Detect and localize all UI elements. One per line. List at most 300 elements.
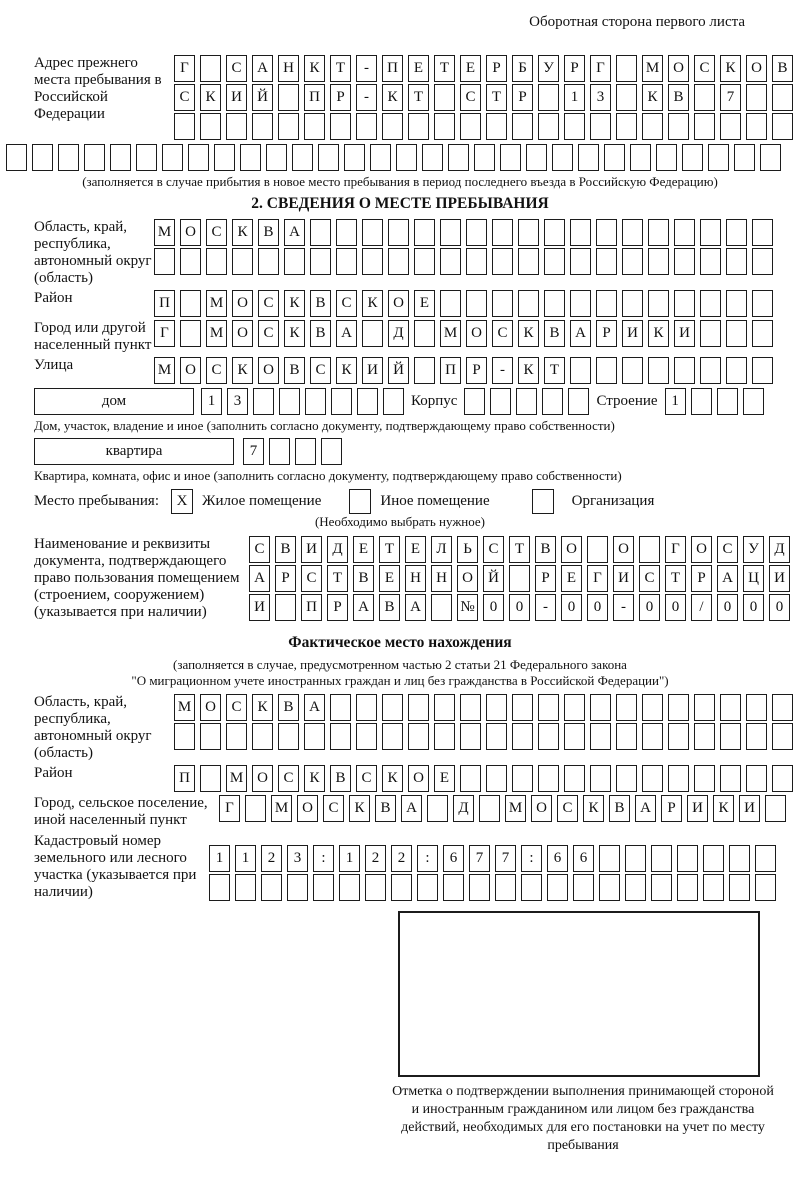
char-cell: И [362, 357, 383, 384]
char-cell [752, 219, 773, 246]
field-ownership-doc [34, 536, 800, 623]
char-cell [512, 765, 533, 792]
option-other-premises-label: Иное помещение [380, 493, 490, 509]
char-cell: С [258, 320, 279, 347]
char-cell [486, 694, 507, 721]
char-cell [772, 694, 793, 721]
char-cell [330, 723, 351, 750]
field-street [34, 357, 800, 384]
apartment-type-box: квартира [34, 438, 234, 465]
char-grid-row [174, 55, 793, 82]
char-cell [440, 248, 461, 275]
char-cell: О [232, 320, 253, 347]
char-grid-row [249, 594, 790, 621]
char-cell [422, 144, 443, 171]
char-cell: П [382, 55, 403, 82]
char-cell [538, 113, 559, 140]
char-cell [616, 765, 637, 792]
char-cell [726, 320, 747, 347]
char-cell: К [252, 694, 273, 721]
char-cell: / [691, 594, 712, 621]
registration-mark-box [398, 911, 760, 1077]
char-cell: Г [174, 55, 195, 82]
prev-address-note: (заполняется в случае прибытия в новое место пребывания в период последнего въезда в Российскую Федерацию) [82, 174, 718, 189]
field-district-actual [34, 765, 800, 792]
char-cell: Г [219, 795, 240, 822]
char-cell: 0 [717, 594, 738, 621]
char-grid-row [154, 357, 773, 384]
char-cell: О [252, 765, 273, 792]
char-cell: 0 [743, 594, 764, 621]
region-actual-label: Область, край, республика, автономный округ (область) [34, 694, 152, 761]
char-cell [200, 765, 221, 792]
char-cell: К [648, 320, 669, 347]
char-cell: К [284, 290, 305, 317]
char-cell [651, 874, 672, 901]
char-grid-row [209, 874, 776, 901]
building-grid [464, 388, 589, 415]
char-cell: К [382, 84, 403, 111]
char-cell: П [304, 84, 325, 111]
prev-address-label: Адрес прежнего места пребывания в Российской Федерации [34, 55, 162, 122]
char-cell [443, 874, 464, 901]
char-cell [651, 845, 672, 872]
char-cell: Т [379, 536, 400, 563]
char-grid-row [249, 536, 790, 563]
char-cell [414, 357, 435, 384]
char-cell: С [249, 536, 270, 563]
char-cell [726, 357, 747, 384]
char-cell [656, 144, 677, 171]
char-cell [682, 144, 703, 171]
char-cell: 0 [639, 594, 660, 621]
char-cell: Й [252, 84, 273, 111]
char-cell: М [440, 320, 461, 347]
char-cell [622, 219, 643, 246]
char-cell: И [739, 795, 760, 822]
char-cell [427, 795, 448, 822]
char-cell [648, 248, 669, 275]
char-cell [568, 388, 589, 415]
char-cell: 6 [547, 845, 568, 872]
char-cell [691, 388, 712, 415]
char-cell [252, 113, 273, 140]
char-cell [596, 219, 617, 246]
char-cell [625, 845, 646, 872]
char-cell [440, 290, 461, 317]
char-cell [552, 144, 573, 171]
char-cell [590, 694, 611, 721]
char-cell: И [249, 594, 270, 621]
char-cell [226, 113, 247, 140]
char-cell: - [613, 594, 634, 621]
char-cell [58, 144, 79, 171]
char-cell: О [746, 55, 767, 82]
char-cell [616, 723, 637, 750]
char-cell: Р [596, 320, 617, 347]
char-cell: С [483, 536, 504, 563]
field-cadastral [34, 833, 800, 903]
char-cell [330, 694, 351, 721]
char-cell: О [297, 795, 318, 822]
char-cell: В [353, 565, 374, 592]
char-cell [500, 144, 521, 171]
char-cell [642, 723, 663, 750]
char-cell [434, 84, 455, 111]
char-cell [382, 113, 403, 140]
char-cell [245, 795, 266, 822]
char-cell: Е [414, 290, 435, 317]
char-cell: № [457, 594, 478, 621]
char-cell: 0 [509, 594, 530, 621]
char-cell [587, 536, 608, 563]
char-cell [188, 144, 209, 171]
field-city-actual [34, 795, 800, 829]
char-cell [755, 845, 776, 872]
char-cell [330, 113, 351, 140]
char-cell: С [226, 694, 247, 721]
char-cell [318, 144, 339, 171]
char-cell: 1 [665, 388, 686, 415]
char-cell: К [336, 357, 357, 384]
char-cell: Т [509, 536, 530, 563]
char-cell: К [304, 55, 325, 82]
char-cell [729, 845, 750, 872]
char-cell: А [284, 219, 305, 246]
char-cell [200, 723, 221, 750]
char-cell: О [180, 357, 201, 384]
ownership-doc-label: Наименование и реквизиты документа, подтверждающего право пользования помещением (строением, сооружением) (указывается при наличии) [34, 536, 240, 620]
char-cell: 2 [391, 845, 412, 872]
char-cell [521, 874, 542, 901]
char-cell: В [275, 536, 296, 563]
field-city [34, 320, 800, 354]
char-cell: О [668, 55, 689, 82]
char-cell: Е [460, 55, 481, 82]
char-cell [746, 765, 767, 792]
char-cell: И [301, 536, 322, 563]
char-cell [512, 694, 533, 721]
char-cell [356, 723, 377, 750]
char-cell [474, 144, 495, 171]
char-cell: В [310, 290, 331, 317]
char-cell [305, 388, 326, 415]
char-cell [235, 874, 256, 901]
char-cell [596, 290, 617, 317]
char-cell [469, 874, 490, 901]
char-cell: С [639, 565, 660, 592]
prev-address-rows [174, 55, 793, 142]
char-cell: Г [587, 565, 608, 592]
char-cell [382, 694, 403, 721]
char-cell [639, 536, 660, 563]
char-cell: С [492, 320, 513, 347]
char-cell: К [232, 357, 253, 384]
char-cell [136, 144, 157, 171]
char-cell: Г [665, 536, 686, 563]
choose-note: (Необходимо выбрать нужное) [314, 514, 486, 529]
char-cell: А [249, 565, 270, 592]
char-cell: И [613, 565, 634, 592]
char-cell: М [505, 795, 526, 822]
char-cell: М [642, 55, 663, 82]
actual-location-note2: "О миграционном учете иностранных граждан и лиц без гражданства в Российской Федерации") [131, 673, 669, 688]
char-cell: В [772, 55, 793, 82]
char-cell: : [313, 845, 334, 872]
char-cell: Т [544, 357, 565, 384]
char-cell [720, 113, 741, 140]
char-cell [720, 765, 741, 792]
char-cell [526, 144, 547, 171]
city-actual-label: Город, сельское поселение, иной населенный пункт [34, 795, 208, 828]
char-cell: С [356, 765, 377, 792]
char-cell: Д [388, 320, 409, 347]
char-cell [700, 290, 721, 317]
char-cell [356, 694, 377, 721]
char-cell: В [379, 594, 400, 621]
char-cell [362, 320, 383, 347]
char-cell [414, 248, 435, 275]
char-cell [544, 219, 565, 246]
field-prev-address [34, 55, 800, 142]
char-cell: К [304, 765, 325, 792]
char-cell [755, 874, 776, 901]
char-cell [431, 594, 452, 621]
building-label: Корпус [411, 393, 458, 409]
char-cell [570, 357, 591, 384]
char-cell: Р [512, 84, 533, 111]
char-cell: : [521, 845, 542, 872]
char-cell [408, 113, 429, 140]
char-cell [746, 723, 767, 750]
char-cell [752, 320, 773, 347]
char-cell [414, 320, 435, 347]
char-cell: М [154, 357, 175, 384]
char-grid-row [249, 565, 790, 592]
stay-place-row [34, 489, 800, 514]
char-cell [544, 248, 565, 275]
prev-address-overflow-row [6, 144, 800, 171]
char-cell [408, 694, 429, 721]
char-cell: 0 [769, 594, 790, 621]
char-grid-row [174, 84, 793, 111]
option-residential-label: Жилое помещение [202, 493, 322, 509]
char-cell: С [301, 565, 322, 592]
char-cell: 2 [261, 845, 282, 872]
char-cell [734, 144, 755, 171]
checkbox-residential: X [171, 489, 193, 514]
char-cell: 3 [227, 388, 248, 415]
char-cell: О [466, 320, 487, 347]
char-cell [310, 219, 331, 246]
char-cell [694, 765, 715, 792]
char-cell: 7 [720, 84, 741, 111]
char-cell: С [717, 536, 738, 563]
char-cell: О [457, 565, 478, 592]
char-cell: 1 [339, 845, 360, 872]
char-cell: К [232, 219, 253, 246]
char-cell [590, 765, 611, 792]
char-cell [746, 694, 767, 721]
char-cell [518, 248, 539, 275]
char-cell [331, 388, 352, 415]
char-cell: К [713, 795, 734, 822]
char-cell [278, 723, 299, 750]
option-organization-label: Организация [571, 493, 655, 509]
char-cell: С [258, 290, 279, 317]
char-cell [460, 723, 481, 750]
char-cell: В [668, 84, 689, 111]
char-cell: Е [408, 55, 429, 82]
char-cell: С [206, 219, 227, 246]
char-cell [492, 248, 513, 275]
char-cell [677, 845, 698, 872]
char-cell: О [180, 219, 201, 246]
char-cell: Р [564, 55, 585, 82]
char-cell [370, 144, 391, 171]
char-cell [388, 248, 409, 275]
char-cell: К [284, 320, 305, 347]
char-cell: - [535, 594, 556, 621]
stay-place-label: Место пребывания: [34, 493, 159, 509]
char-cell: С [694, 55, 715, 82]
char-cell: В [535, 536, 556, 563]
char-cell [677, 874, 698, 901]
char-cell: А [252, 55, 273, 82]
char-cell: О [613, 536, 634, 563]
char-cell [154, 248, 175, 275]
char-cell: Р [691, 565, 712, 592]
char-cell: О [258, 357, 279, 384]
char-cell [356, 113, 377, 140]
char-grid-row [174, 694, 793, 721]
char-cell [538, 694, 559, 721]
char-cell: С [323, 795, 344, 822]
char-cell [538, 765, 559, 792]
district-label: Район [34, 290, 73, 306]
char-cell [720, 723, 741, 750]
char-cell [6, 144, 27, 171]
char-cell [599, 874, 620, 901]
char-cell [616, 84, 637, 111]
char-cell [209, 874, 230, 901]
char-cell [564, 765, 585, 792]
char-cell [110, 144, 131, 171]
char-cell [760, 144, 781, 171]
char-cell: Л [431, 536, 452, 563]
checkbox-organization [532, 489, 554, 514]
char-cell [180, 290, 201, 317]
char-cell [518, 290, 539, 317]
char-cell [486, 765, 507, 792]
char-cell: А [635, 795, 656, 822]
char-cell [573, 874, 594, 901]
char-cell: О [691, 536, 712, 563]
char-cell [344, 144, 365, 171]
char-cell: С [557, 795, 578, 822]
char-cell [622, 290, 643, 317]
char-cell: С [336, 290, 357, 317]
registration-mark-caption: Отметка о подтверждении выполнения принимающей стороной и иностранным гражданином или лицом без гражданства действий, необходимых для его постановки на учет по месту пребывания [392, 1084, 774, 1153]
char-grid-row [174, 723, 793, 750]
char-cell [752, 357, 773, 384]
char-cell [362, 219, 383, 246]
char-cell: Ц [743, 565, 764, 592]
house-row [34, 388, 800, 415]
char-cell: П [440, 357, 461, 384]
char-cell [616, 55, 637, 82]
char-cell [391, 874, 412, 901]
char-cell [279, 388, 300, 415]
page-side-note: Оборотная сторона первого листа [529, 14, 745, 30]
char-cell [668, 765, 689, 792]
char-cell: П [154, 290, 175, 317]
char-cell: О [561, 536, 582, 563]
char-cell: М [174, 694, 195, 721]
char-cell [570, 290, 591, 317]
char-cell [180, 248, 201, 275]
char-cell: Й [388, 357, 409, 384]
char-cell: М [271, 795, 292, 822]
char-cell [765, 795, 786, 822]
char-cell: К [720, 55, 741, 82]
char-cell: О [200, 694, 221, 721]
char-cell: Ь [457, 536, 478, 563]
char-cell [434, 723, 455, 750]
char-cell [648, 219, 669, 246]
char-cell: Д [453, 795, 474, 822]
char-cell: - [356, 55, 377, 82]
char-grid-row [174, 113, 793, 140]
char-cell [174, 113, 195, 140]
char-cell [674, 219, 695, 246]
char-cell [226, 723, 247, 750]
char-cell: П [174, 765, 195, 792]
char-cell: : [417, 845, 438, 872]
char-cell [694, 113, 715, 140]
char-cell [674, 290, 695, 317]
char-cell [622, 357, 643, 384]
char-cell [180, 320, 201, 347]
char-cell [313, 874, 334, 901]
char-cell [694, 84, 715, 111]
char-cell [622, 248, 643, 275]
char-cell: 0 [483, 594, 504, 621]
char-cell: Т [330, 55, 351, 82]
char-cell: У [743, 536, 764, 563]
char-cell: - [356, 84, 377, 111]
char-cell: В [278, 694, 299, 721]
char-cell [512, 723, 533, 750]
char-cell: О [388, 290, 409, 317]
char-cell [703, 874, 724, 901]
char-cell: С [206, 357, 227, 384]
char-cell [700, 248, 721, 275]
char-cell: К [349, 795, 370, 822]
char-cell: 2 [365, 845, 386, 872]
char-cell [486, 113, 507, 140]
char-cell: С [226, 55, 247, 82]
char-cell [509, 565, 530, 592]
char-cell [590, 113, 611, 140]
char-cell [590, 723, 611, 750]
char-cell [512, 113, 533, 140]
char-cell [252, 723, 273, 750]
char-cell: 3 [287, 845, 308, 872]
char-grid-row [154, 219, 773, 246]
char-cell: О [408, 765, 429, 792]
char-cell [668, 694, 689, 721]
